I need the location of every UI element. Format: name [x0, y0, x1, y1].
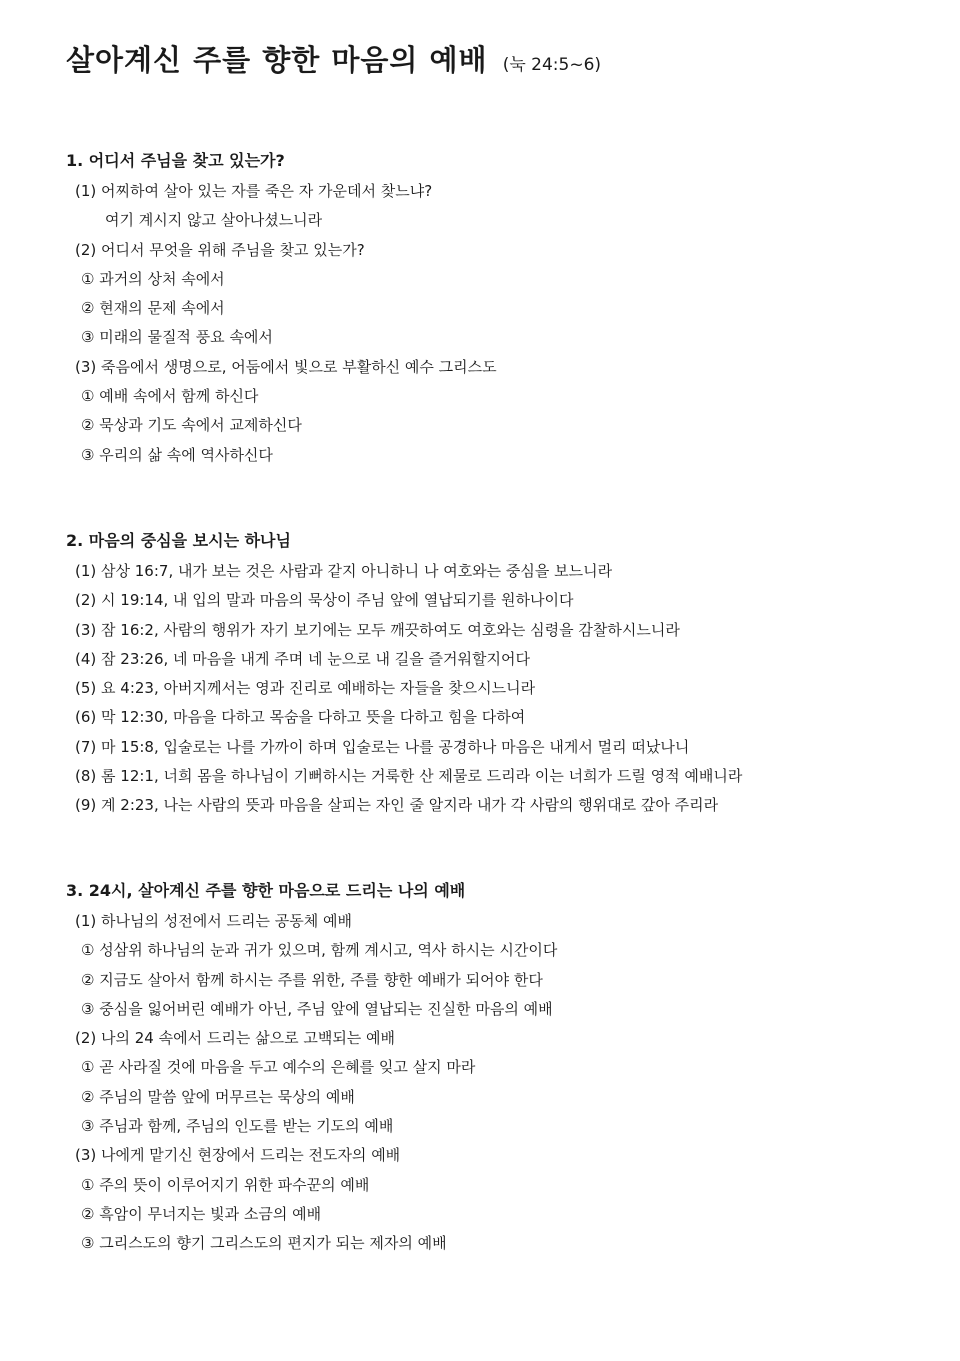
scripture-item: (3) 잠 16:2, 사람의 행위가 자기 보기에는 모두 깨끗하여도 여호와는 심령을 감찰하시느니라: [75, 620, 680, 639]
outline-item: ② 주님의 말씀 앞에 머무르는 묵상의 예배: [81, 1087, 355, 1106]
outline-item: (1) 어찌하여 살아 있는 자를 죽은 자 가운데서 찾느냐?: [75, 182, 433, 200]
outline-item: (3) 죽음에서 생명으로, 어둠에서 빛으로 부활하신 예수 그리스도: [75, 357, 497, 376]
outline-item: ③ 미래의 물질적 풍요 속에서: [81, 328, 273, 347]
outline-item: ③ 중심을 잃어버린 예배가 아닌, 주님 앞에 열납되는 진실한 마음의 예배: [81, 999, 553, 1018]
section-heading: 1. 어디서 주님을 찾고 있는가?: [66, 151, 285, 170]
title-text: 살아계신 주를 향한 마음의 예배: [66, 43, 488, 77]
section-1: [66, 150, 926, 473]
scripture-item: (7) 마 15:8, 입술로는 나를 가까이 하며 입술로는 나를 공경하나 마음은 내게서 멀리 떠났나니: [75, 737, 690, 756]
scripture-item: (8) 롬 12:1, 너희 몸을 하나님이 기뻐하시는 거룩한 산 제물로 드리라 이는 너희가 드릴 영적 예배니라: [75, 767, 743, 786]
scripture-item: (2) 시 19:14, 내 입의 말과 마음의 묵상이 주님 앞에 열납되기를 원하나이다: [75, 591, 574, 610]
outline-item: 여기 계시지 않고 살아나셨느니라: [105, 211, 323, 230]
outline-item: (2) 나의 24 속에서 드리는 삶으로 고백되는 예배: [75, 1029, 396, 1048]
scripture-item: (5) 요 4:23, 아버지께서는 영과 진리로 예배하는 자들을 찾으시느니라: [75, 679, 536, 698]
outline-item: (3) 나에게 맡기신 현장에서 드리는 전도자의 예배: [75, 1146, 401, 1165]
outline-item: ① 곧 사라질 것에 마음을 두고 예수의 은혜를 잊고 살지 마라: [81, 1058, 476, 1077]
outline-item: ② 묵상과 기도 속에서 교제하신다: [81, 416, 302, 435]
section-2: [66, 530, 926, 824]
outline-item: ① 성삼위 하나님의 눈과 귀가 있으며, 함께 계시고, 역사 하시는 시간이다: [81, 941, 558, 960]
scripture-item: (4) 잠 23:26, 네 마음을 내게 주며 네 눈으로 내 길을 즐거워할지어다: [75, 649, 530, 668]
scripture-item: (1) 삼상 16:7, 내가 보는 것은 사람과 같지 아니하니 나 여호와는 중심을 보느니라: [75, 562, 613, 580]
document-title: [66, 38, 601, 79]
section-heading: 3. 24시, 살아계신 주를 향한 마음으로 드리는 나의 예배: [66, 881, 466, 900]
section-heading: 2. 마음의 중심을 보시는 하나님: [66, 531, 291, 550]
outline-item: ① 주의 뜻이 이루어지기 위한 파수꾼의 예배: [81, 1175, 370, 1194]
outline-item: ③ 주님과 함께, 주님의 인도를 받는 기도의 예배: [81, 1117, 394, 1136]
outline-item: ② 현재의 문제 속에서: [81, 299, 225, 318]
section-3: [66, 880, 926, 1262]
scripture-item: (9) 계 2:23, 나는 사람의 뜻과 마음을 살피는 자인 줄 알지라 내가 각 사람의 행위대로 갚아 주리라: [75, 796, 719, 815]
outline-item: ③ 우리의 삶 속에 역사하신다: [81, 445, 273, 464]
outline-item: ① 예배 속에서 함께 하신다: [81, 387, 259, 406]
outline-item: ② 지금도 살아서 함께 하시는 주를 위한, 주를 향한 예배가 되어야 한다: [81, 970, 543, 989]
outline-item: (2) 어디서 무엇을 위해 주님을 찾고 있는가?: [75, 240, 365, 259]
scripture-reference: (눅 24:5~6): [502, 55, 602, 75]
scripture-item: (6) 막 12:30, 마음을 다하고 목숨을 다하고 뜻을 다하고 힘을 다하여: [75, 708, 526, 727]
outline-item: (1) 하나님의 성전에서 드리는 공동체 예배: [75, 912, 352, 930]
outline-item: ① 과거의 상처 속에서: [81, 269, 225, 288]
outline-item: ③ 그리스도의 향기 그리스도의 편지가 되는 제자의 예배: [81, 1234, 447, 1253]
outline-item: ② 흑암이 무너지는 빛과 소금의 예배: [81, 1204, 322, 1223]
